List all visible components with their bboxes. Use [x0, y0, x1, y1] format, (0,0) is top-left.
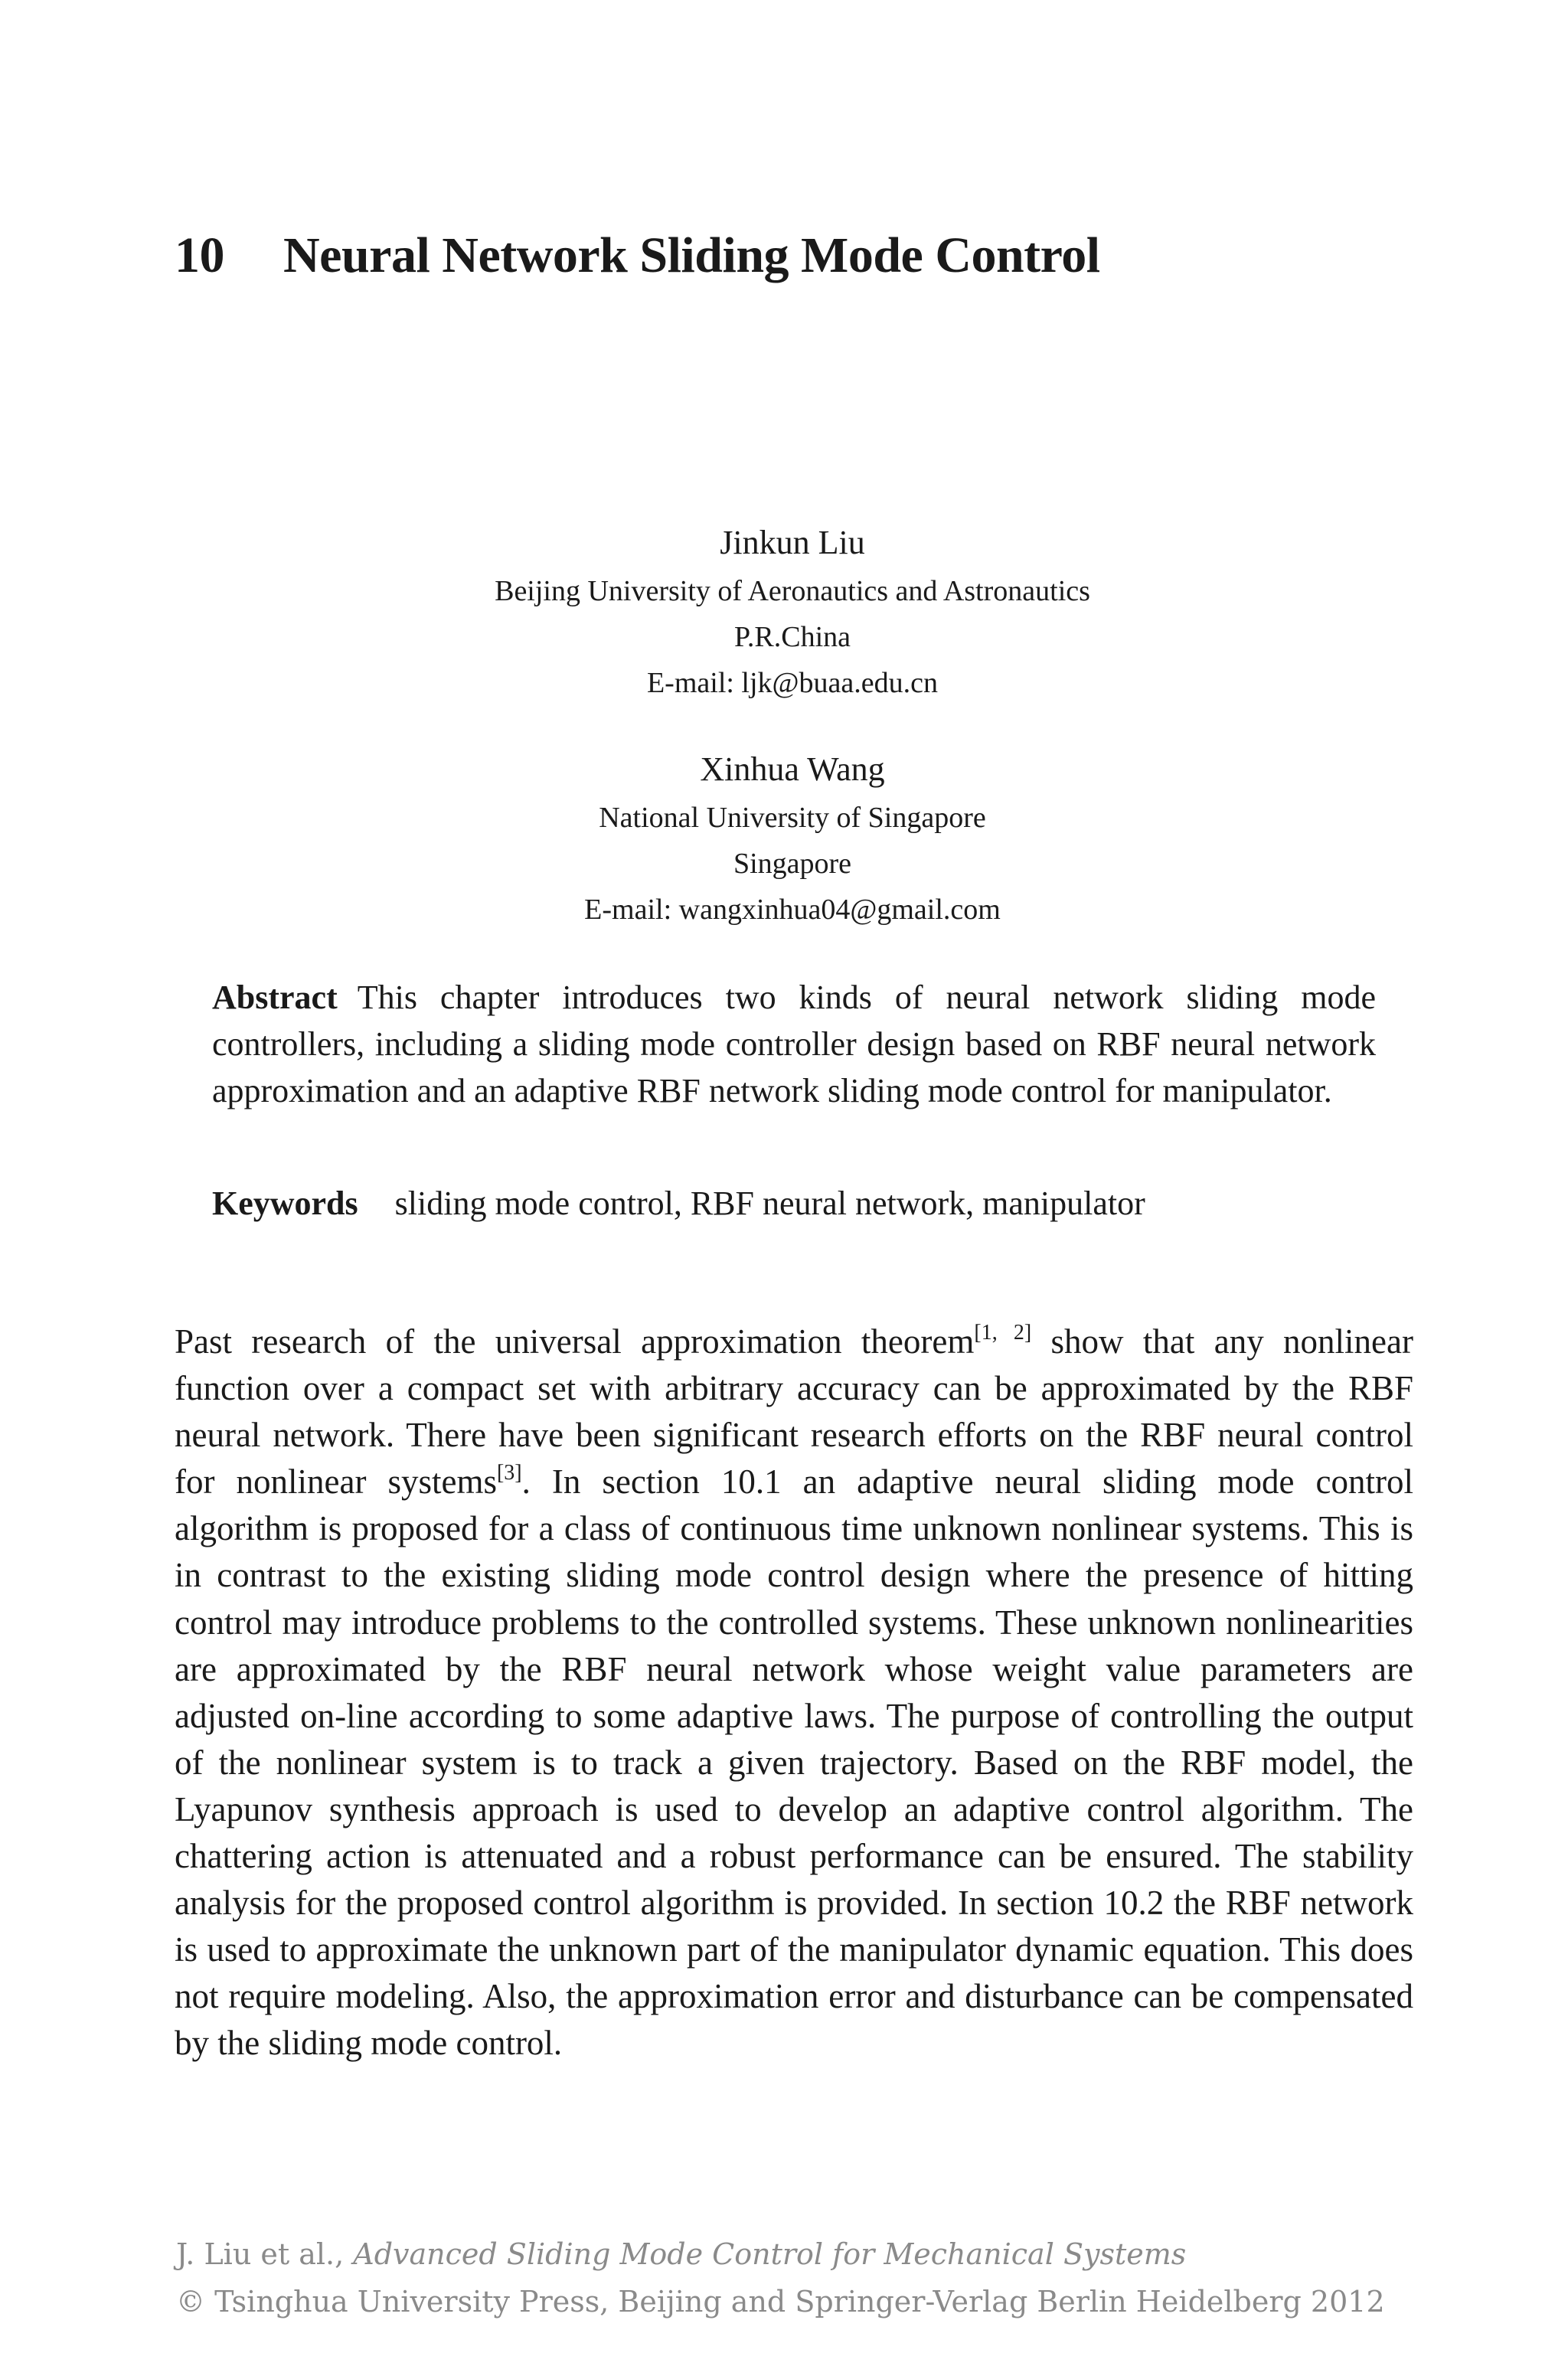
author-email: E-mail: wangxinhua04@gmail.com [584, 894, 1001, 926]
keywords-label: Keywords [212, 1185, 358, 1222]
keywords-text: sliding mode control, RBF neural network, manipulator [394, 1185, 1145, 1222]
author-affiliation: Beijing University of Aeronautics and Astronautics [495, 575, 1090, 607]
body-paragraph [175, 1319, 1413, 2067]
body-text-part-2: show that any nonlinear function over a compact set with arbitrary accuracy can be approximated by the RBF neural network. There have been significant research efforts on the RBF neural control for nonlinear systems [175, 1322, 1413, 1502]
author-email: E-mail: ljk@buaa.edu.cn [646, 667, 939, 699]
footer-citation [176, 2237, 1186, 2271]
author-affiliation: National University of Singapore [599, 802, 986, 834]
author-2 [0, 744, 1568, 933]
body-text-part-1: Past research of the universal approximation theorem [175, 1322, 975, 1361]
chapter-title-text: Neural Network Sliding Mode Control [283, 227, 1100, 283]
footer-copyright: © Tsinghua University Press, Beijing and Springer-Verlag Berlin Heidelberg 2012 [176, 2285, 1385, 2319]
footer-citation-prefix: J. Liu et al., [176, 2237, 354, 2271]
author-name: Xinhua Wang [700, 750, 885, 788]
abstract-label: Abstract [212, 979, 338, 1016]
author-1 [0, 518, 1568, 706]
chapter-title [175, 227, 1100, 285]
author-country: Singapore [733, 848, 852, 880]
keywords [212, 1180, 1145, 1227]
citation-1-2: [1, 2] [974, 1321, 1032, 1345]
chapter-number: 10 [175, 227, 224, 283]
author-name: Jinkun Liu [720, 524, 865, 561]
footer-book-title: Advanced Sliding Mode Control for Mechanical Systems [353, 2237, 1187, 2271]
author-country: P.R.China [733, 621, 851, 653]
abstract-text: This chapter introduces two kinds of neural network sliding mode controllers, including a sliding mode controller design based on RBF neural network approximation and an adaptive RBF network sliding mode control for manipulator. [212, 979, 1376, 1109]
abstract [212, 974, 1376, 1114]
body-text-part-3: . In section 10.1 an adaptive neural sliding mode control algorithm is proposed for a class of continuous time unknown nonlinear systems. This is in contrast to the existing sliding mode control design where the presence of hitting control may introduce problems to the controlled systems. These unknown nonlinearities are approximated by the RBF neural network whose weight value parameters are adjusted on-line according to some adaptive laws. The purpose of controlling the output of the nonlinear system is to track a given trajectory. Based on the RBF model, the Lyapunov synthesis approach is used to develop an adaptive control algorithm. The chattering action is attenuated and a robust performance can be ensured. The stability analysis for the proposed control algorithm is provided. In section 10.2 the RBF network is used to approximate the unknown part of the manipulator dynamic equation. This does not require modeling. Also, the approximation error and disturbance can be compensated by the sliding mode control. [175, 1462, 1413, 2063]
citation-3: [3] [496, 1461, 522, 1485]
